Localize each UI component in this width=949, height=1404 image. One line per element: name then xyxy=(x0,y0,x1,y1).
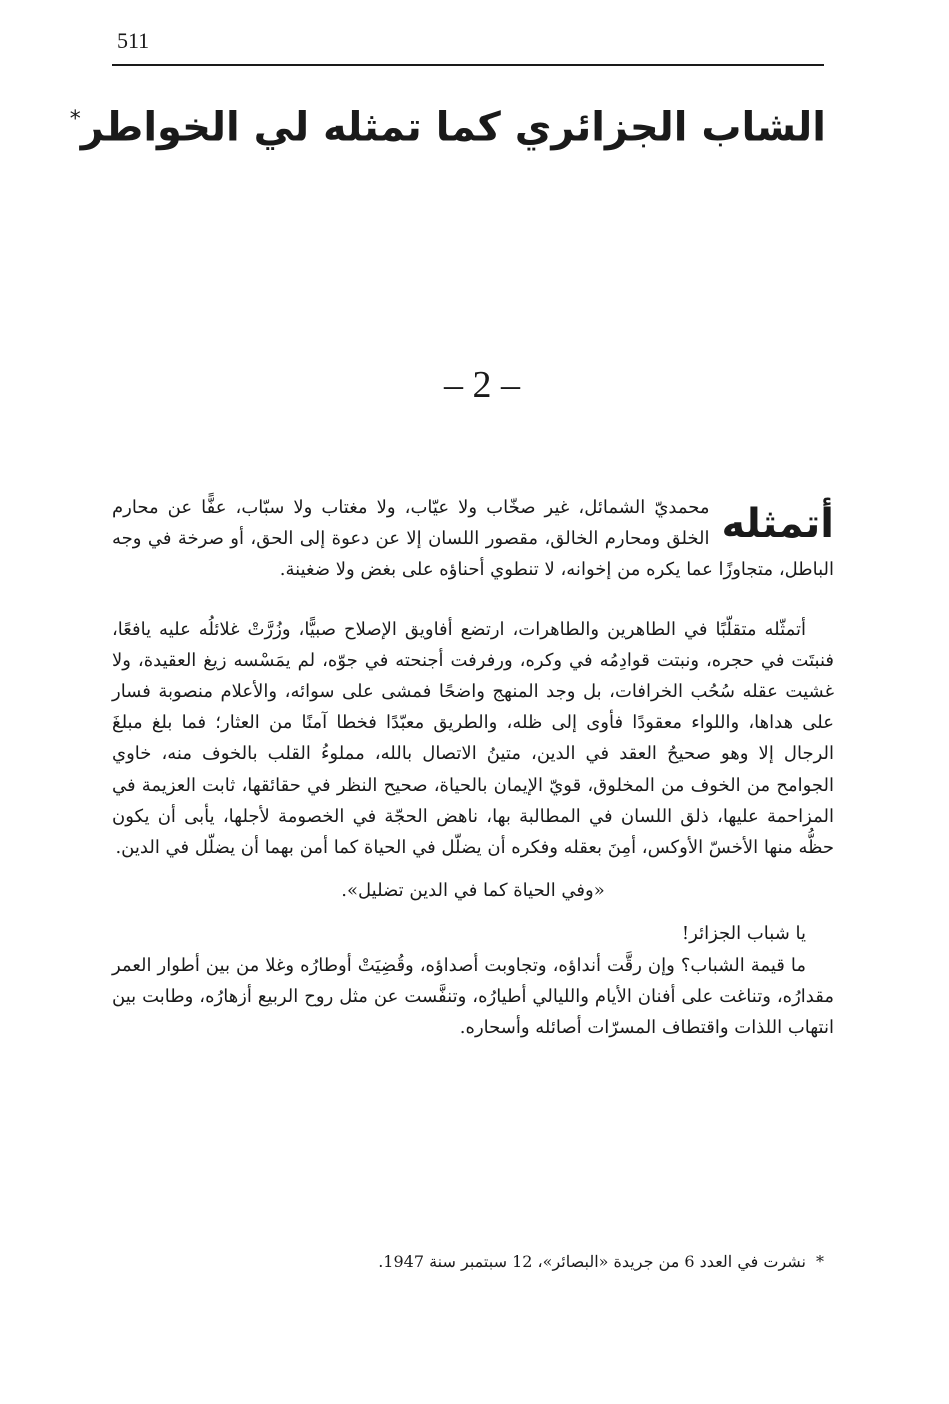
article-body xyxy=(112,492,834,1043)
dropcap-word: أتمثله xyxy=(721,501,834,547)
section-number: – 2 – xyxy=(444,364,520,406)
footnote-text: نشرت في العدد 6 من جريدة «البصائر»، 12 سبتمبر سنة 1947. xyxy=(378,1252,806,1271)
footnote xyxy=(112,1249,834,1275)
quote-line: «وفي الحياة كما في الدين تضليل». xyxy=(341,880,605,902)
page-number: 511 xyxy=(117,28,150,53)
paragraph-2: أتمثّله متقلّبًا في الطاهرين والطاهرات، ارتضع أفاويق الإصلاح صبيًّا، وزُرَّتْ غلائلُه عليه يافعًا، فنبتَت في حجره، ونبتت قوادِمُه في وكره، ورفرفت أجنحته في جوّه، لم يمَسْسه زيغ العقيدة، ولا غشيت عقله سُحُب الخرافات، بل وجد المنهج واضحًا فمشى على سوائه، والأعلام منصوبة فسار على هداها، واللواء معقودًا فأوى إلى ظله، والطريق معبّدًا فخطا آمنًا من العثار؛ فما بلغ مبلغَ الرجال إلا وهو صحيحُ العقد في الدين، متينُ الاتصال بالله، مملوءُ القلب بالخوف منه، خاوي الجوامح من الخوف من المخلوق، قويّ الإيمان بالحياة، صحيح النظر في حقائقها، ثابت العزيمة في المزاحمة عليها، ذلق اللسان في المطالبة بها، ناهض الحجّة في الخصومة لأجلها، يأبى أن يكون حظُّه منها الأخسّ الأوكس، أمِنَ بعقله وفكره أن يضلّل في الحياة كما أمن بهما أن يضلّل في الدين. xyxy=(112,618,834,859)
paragraph-1-text: محمديّ الشمائل، غير صخّاب ولا عيّاب، ولا مغتاب ولا سبّاب، عفًّا عن محارم الخلق ومحارم الخالق، مقصور اللسان إلا عن دعوة إلى الحق، أو صرخة في وجه الباطل، متجاوزًا عما يكره من إخوانه، لا تنطوي أحناؤه على بغض ولا ضغينة. xyxy=(112,497,834,581)
footnote-mark: * xyxy=(816,1252,824,1271)
article-title-text: الشاب الجزائري كما تمثله لي الخواطر xyxy=(80,104,826,151)
paragraph-1 xyxy=(112,492,834,586)
header-rule xyxy=(112,64,824,66)
article-title xyxy=(69,92,826,155)
paragraph-3: ما قيمة الشباب؟ وإن رقَّت أنداؤه، وتجاوبت أصداؤه، وقُضِيَتْ أوطارُه وغلا من بين أطوار العمر مقدارُه، وتناغت على أفنان الأيام والليالي أطيارُه، وتنفَّست عن مثل روح الربيع أزهارُه، وطابت بين انتهاب اللذات واقتطاف المسرّات أصائله وأسحاره. xyxy=(112,954,834,1039)
greeting-line: يا شباب الجزائر! xyxy=(681,923,806,945)
title-footnote-mark: * xyxy=(69,107,81,132)
